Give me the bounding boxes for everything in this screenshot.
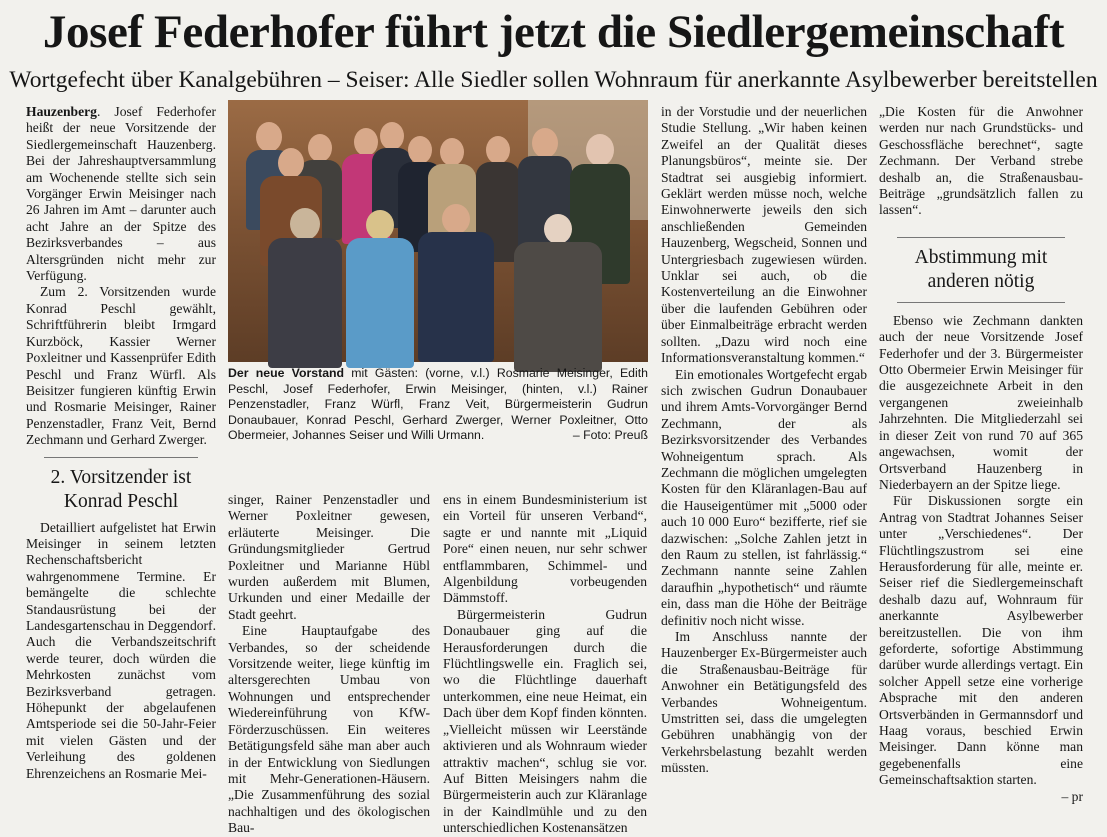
column-3 (443, 492, 647, 836)
subhead-line: anderen nötig (927, 270, 1035, 292)
paragraph: Zum 2. Vorsitzenden wurde Konrad Peschl gewählt, Schriftführerin bleibt Irmgard Kurzböck, Kassier Werner Poxleitner und Kassenprüfer Edith Peschl und Franz Würfl. Als Beisitzer fungieren künftig Erwin und Rosmarie Meisinger, Rainer Penzenstadler, Franz Veit, Bernd Zechmann und Gerhard Zwerger. (26, 284, 216, 448)
subhead-line: Konrad Peschl (63, 490, 179, 512)
caption-text: mit Gästen: (vorne, v.l.) Rosmarie Meisinger, Edith Peschl, Josef Federhofer, Erwin Meisinger, (hinten, v.l.) Rainer Penzenstadler, Franz Würfl, Franz Veit, Bürgermeisterin Gudrun Donaubauer, Konrad Peschl, Gerhard Zwerger, Werner Poxleitner, Otto Obermeier, Johannes Seiser und Willi Urmann. (228, 366, 649, 443)
divider (897, 302, 1065, 303)
divider (897, 237, 1065, 238)
subhead-vorsitzender (26, 466, 216, 514)
subhead-abstimmung (879, 246, 1083, 294)
paragraph: Bürgermeisterin Gudrun Donaubauer ging auf die Herausforderungen durch die Flüchtlingswelle ein. Fraglich sei, wo die Flüchtlinge dauerhaft unterkommen, eine neue Heimat, ein Dach über dem Kopf finden könnten. „Vielleicht müssen wir Leerstände aktivieren und als Wohnraum wieder attraktiv machen“, schlug sie vor. Auf Bitten Meisingers nahm die Bürgermeisterin auch zur Kläranlage in der Kaindlmühle und zu den unterschiedlichen Kostenansätzen (443, 606, 647, 836)
column-2 (228, 492, 430, 836)
paragraph: Ein emotionales Wortgefecht ergab sich zwischen Gudrun Donaubauer und ihrem Amts-Vorvorgänger Bernd Zechmann, der als Bezirksvorsitzender des Verbandes Wohneigentum sprach. Als Zechmann die möglichen umgelegten Kosten für den Kläranlagen-Bau auf die Hauseigentümer mit „5000 oder auch 10 000 Euro“ bezifferte, rief sie dazwischen: „Solche Zahlen jetzt in den Raum zu stellen, ist fahrlässig.“ Zechmann nannte seine Zahlen daraufhin „hypothetisch“ und räumte ein, dass man die Höhe der Beiträge definitiv noch nicht wisse. (661, 366, 867, 628)
dateline: Hauzenberg (26, 104, 97, 119)
paragraph: Im Anschluss nannte der Hauzenberger Ex-Bürgermeister auch die Straßenausbau-Beiträge für Anwohner ein Betätigungsfeld des Verbandes Wohneigentum. Umstritten sei, dass die umgelegten Gebühren unabhängig von der Verkehrsbelastung bezahlt werden müssten. (661, 629, 867, 776)
paragraph: Für Diskussionen sorgte ein Antrag von Stadtrat Johannes Seiser unter „Verschiedenes“. Der Flüchtlingszustrom sei eine Herausforderung für alle, meinte er. Seiser rief die Siedlergemeinschaft deshalb dazu auf, Wohnraum für anerkannte Asylbewerber bereitzustellen. Die von ihm geforderte, sofortige Abstimmung darüber wurde allerdings vertagt. Ein solcher Appell setze eine vorherige Absprache mit den anderen Ortsverbänden in Germannsdorf und Haag voraus, beschied Erwin Meisinger. Dann könne man gegebenenfalls eine Gemeinschaftsaktion starten. (879, 493, 1083, 788)
paragraph (26, 104, 216, 284)
paragraph: in der Vorstudie und der neuerlichen Studie Stellung. „Wir haben keinen Zweifel an der Qualität dieses Planungsbüros“, meinte sie. Der Stadtrat sei ausgiebig informiert. Geklärt werden müsse noch, welche Einwohnerwerte jeweils den sich anschließenden Gemeinden Hauzenberg, Wegscheid, Sonnen und Untergriesbach zugewiesen würden. Unklar sei auch, ob die Kostenverteilung an die Einwohner über die laufenden Gebühren oder über Einmalbeiträge erbracht werden sollten. „Dazu wird noch eine Informationsveranstaltung kommen.“ (661, 104, 867, 366)
column-4 (661, 104, 867, 804)
group-photo (228, 100, 648, 362)
caption-lead: Der neue Vorstand (228, 366, 345, 380)
headline: Josef Federhofer führt jetzt die Siedlergemeinschaft (42, 6, 1065, 58)
subheadline: Wortgefecht über Kanalgebühren – Seiser: Alle Siedler sollen Wohnraum für anerkannte Asylbewerber bereitstellen (9, 67, 1098, 93)
photo-caption (228, 366, 648, 444)
paragraph: singer, Rainer Penzenstadler und Werner Poxleitner gewesen, erläuterte Meisinger. Die Gründungsmitglieder Gertrud Poxleitner und Marianne Hübl wurden außerdem mit Blumen, Urkunden und einer Medaille der Stadt geehrt. (228, 492, 430, 622)
photo-credit: – Foto: Preuß (572, 428, 648, 443)
paragraph-text: . Josef Federhofer heißt der neue Vorsitzende der Siedlergemeinschaft Hauzenberg. Bei der Jahreshauptversammlung am Wochenende stellte sich sein Vorgänger Erwin Meisinger nach 26 Jahren im Amt – darunter auch acht Jahre an der Spitze des Bezirksverbandes – aus Altersgründen nicht mehr zur Verfügung. (26, 104, 216, 284)
paragraph: „Die Kosten für die Anwohner werden nur nach Grundstücks- und Geschossfläche berechnet“, sagte Zechmann. Der Verband strebe deshalb an, die Straßenausbau-Beiträge „grundsätzlich fallen zu lassen“. (879, 104, 1083, 218)
column-5 (879, 104, 1083, 804)
column-1 (26, 104, 216, 804)
author-signature: – pr (1061, 788, 1083, 804)
paragraph: ens in einem Bundesministerium ist ein Vorteil für unseren Verband“, sagte er und nannte mit „Liquid Pore“ einen neuen, nur sehr schwer entflammbaren, Schimmel- und Algenbildung vorbeugenden Dämmstoff. (443, 492, 647, 606)
divider (44, 457, 198, 458)
subhead-line: Abstimmung mit (914, 246, 1048, 268)
paragraph: Detailliert aufgelistet hat Erwin Meisinger in seinem letzten Rechenschaftsbericht wahrgenommene Termine. Er bemängelte die schlechte Standausrüstung bei der Landesgartenschau in Deggendorf. Auch die Verbandszeitschrift werde teurer, doch würden die Mehrkosten zunächst vom Bezirksverband getragen. Höhepunkt der abgelaufenen Amtsperiode sei die 50-Jahr-Feier mit vielen Gästen und der Verleihung des goldenen Ehrenzeichens an Rosmarie Mei- (26, 519, 216, 781)
subhead-line: 2. Vorsitzender ist (50, 466, 192, 488)
paragraph: Eine Hauptaufgabe des Verbandes, so der scheidende Vorsitzende weiter, liege künftig im altersgerechten Umbau von Wohnungen und entsprechender Wiedereinführung von KfW-Förderzuschüssen. Ein weiteres Betätigungsfeld sähe man aber auch in der Entwicklung von Siedlungen mit Mehr-Generationen-Häusern. „Die Zusammenführung des sozial nachhaltigen und des ökologischen Bau- (228, 623, 430, 836)
paragraph: Ebenso wie Zechmann dankten auch der neue Vorsitzende Josef Federhofer und der 3. Bürgermeister Otto Obermeier Erwin Meisinger für die ausgezeichnete Arbeit in den vergangenen zweieinhalb Jahrzehnten. Die Mitgliederzahl sei in dieser Zeit von rund 70 auf 365 angewachsen, womit der Ortsverband Hauzenberg in Niederbayern an der Spitze liege. (879, 312, 1083, 492)
